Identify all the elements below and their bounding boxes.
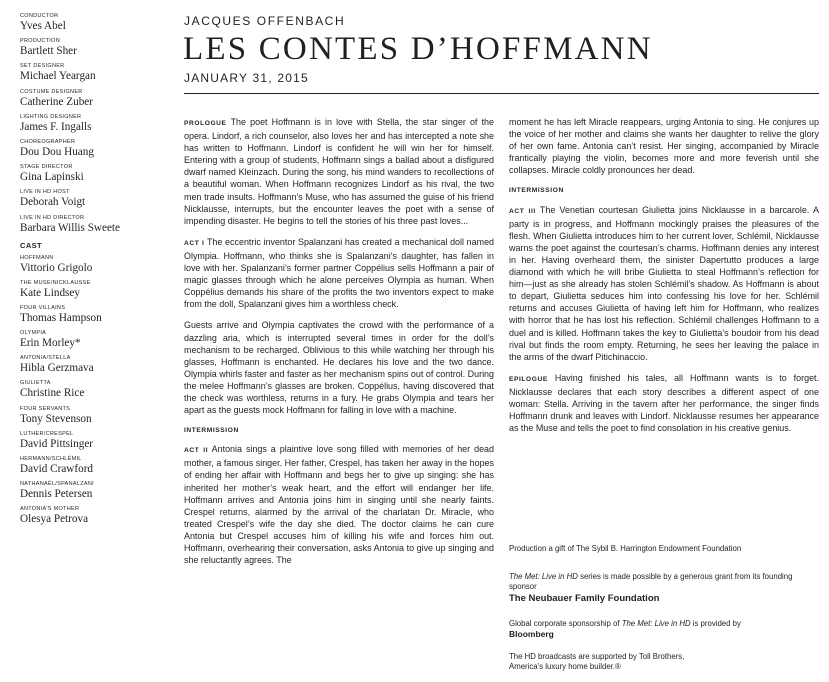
- cast-antonia: [20, 355, 170, 374]
- cast-giulietta: [20, 380, 170, 399]
- toll-line-2: America’s luxury home builder.®: [509, 662, 621, 671]
- production-gift-note: Production a gift of The Sybil B. Harrington Endowment Foundation: [509, 544, 742, 553]
- header-divider: [184, 93, 819, 94]
- act2-continued: moment he has left Miracle reappears, urging Antonia to sing. He conjures up the voice of her mother and claims she wants her daughter to relive the glory of her own fame. Antonia can’t resist. Her singing, accompanied by Miracle frantically playing the violin, becomes more and more feverish until she collapses. Miracle coldly pronounces her dead.: [509, 117, 819, 176]
- credit-lighting-designer: [20, 114, 170, 133]
- global-sponsor-text: [509, 619, 819, 629]
- hd-series-italic: The Met: Live in HD: [509, 572, 578, 581]
- credit-name: Michael Yeargan: [20, 70, 96, 83]
- credit-name: Barbara Willis Sweete: [20, 221, 120, 234]
- cast-heading: CAST: [20, 240, 43, 250]
- credits-sidebar: [20, 13, 170, 532]
- cast-villains: [20, 305, 170, 324]
- cast-name: Thomas Hampson: [20, 311, 102, 324]
- cast-role: LUTHER/CRESPEL: [20, 430, 74, 437]
- composer-name: JACQUES OFFENBACH: [184, 14, 346, 28]
- act1-text: The eccentric inventor Spalanzani has created a mechanical doll named Olympia. Hoffmann, who thinks she is Spalanzani’s daughter, has fallen in love with her. Spalanzani’s former partner Coppélius sells Hoffmann a pair of magic glasses through which he alone perceives Olympia as human. When Coppélius demands his share of the profits the two inventors expect to make from the doll, Spalanzani gives him a worthless check.: [184, 236, 495, 310]
- cast-name: Dennis Petersen: [20, 488, 93, 501]
- cast-name: Christine Rice: [20, 387, 85, 400]
- credit-role: SET DESIGNER: [20, 63, 65, 70]
- cast-spalanzani: [20, 481, 170, 500]
- credit-name: Gina Lapinski: [20, 171, 84, 184]
- credit-role: CONDUCTOR: [20, 13, 59, 19]
- act3-label: ACT III: [509, 207, 536, 215]
- synopsis-column-left: [184, 116, 494, 575]
- cast-hoffmann: [20, 255, 170, 274]
- cast-name: Hibla Gerzmava: [20, 362, 94, 375]
- cast-role: NATHANAËL/SPANALZANI: [20, 481, 94, 488]
- credit-name: Bartlett Sher: [20, 45, 77, 58]
- cast-crespel: [20, 431, 170, 450]
- cast-name: Vittorio Grigolo: [20, 261, 93, 274]
- hd-series-body: series is made possible by a generous grant from its founding sponsor: [509, 572, 793, 591]
- credit-costume-designer: [20, 89, 170, 108]
- neubauer-sponsor: The Neubauer Family Foundation: [509, 593, 660, 604]
- credit-role: LIVE IN HD DIRECTOR: [20, 214, 85, 221]
- performance-date: JANUARY 31, 2015: [184, 71, 309, 85]
- epilogue-text: Having finished his tales, all Hoffmann wants is to forget. Nicklausse declares that each story describes a different aspect of one woman: Stella. Arriving in the tavern after her performance, the singer finds Hoffmann drunk and leaves with Lindorf. Nicklausse resumes her appearance as the Muse and tells the poet to find consolation in his creative genius.: [509, 372, 820, 434]
- prologue-label: PROLOGUE: [184, 120, 227, 127]
- global-prefix: Global corporate sponsorship of: [509, 619, 622, 628]
- credit-stage-director: [20, 164, 170, 183]
- hd-series-text: [509, 572, 819, 592]
- cast-role: ANTONIA/STELLA: [20, 355, 71, 362]
- credit-conductor: [20, 13, 170, 32]
- cast-name: Tony Stevenson: [20, 412, 92, 425]
- cast-name: Erin Morley*: [20, 337, 81, 350]
- toll-line-1: The HD broadcasts are supported by Toll Brothers,: [509, 652, 685, 661]
- cast-role: HOFFMANN: [20, 254, 54, 261]
- credit-name: James F. Ingalls: [20, 120, 92, 133]
- intermission-heading: INTERMISSION: [184, 427, 239, 435]
- act1-paragraph: [184, 236, 494, 311]
- global-sponsor-note: [509, 619, 819, 639]
- cast-role: ANTONIA'S MOTHER: [20, 506, 80, 513]
- cast-role: OLYMPIA: [20, 330, 47, 337]
- credit-name: Catherine Zuber: [20, 95, 93, 108]
- epilogue-paragraph: [509, 372, 819, 434]
- prologue-text: The poet Hoffmann is in love with Stella, the star singer of the opera. Lindorf, a rich counselor, also loves her and has intercepted a note she has written to Hoffmann. Lindorf is confident he will win her for himself. Entering with a group of students, Hoffmann sings a ballad about a disfigured dwarf named Kleinzach. During the song, his mind wanders to recollections of a beautiful woman. When Hoffmann recognizes Lindorf as his rival, the two men trade insults. Hoffmann’s Muse, who has assumed the guise of his friend Nicklausse, interrupts, but the encounter leaves the poet with a sense of impending disaster. He begins to tell the stories of his three past loves...: [184, 117, 495, 226]
- epilogue-label: EPILOGUE: [509, 375, 548, 383]
- credit-name: Deborah Voigt: [20, 196, 86, 209]
- cast-role: THE MUSE/NICKLAUSSE: [20, 279, 91, 286]
- cast-olympia: [20, 330, 170, 349]
- toll-brothers-note: [509, 652, 819, 672]
- bloomberg-sponsor: Bloomberg: [509, 629, 554, 639]
- intermission-heading: INTERMISSION: [509, 187, 564, 195]
- credit-hd-host: [20, 189, 170, 208]
- cast-name: David Pittsinger: [20, 437, 94, 450]
- global-italic: The Met: Live in HD: [621, 619, 691, 628]
- credit-role: PRODUCTION: [20, 38, 60, 45]
- prologue-paragraph: [184, 116, 494, 227]
- cast-name: David Crawford: [20, 463, 94, 475]
- cast-servants: [20, 406, 170, 425]
- hd-series-note: [509, 572, 819, 605]
- cast-role: FOUR VILLAINS: [20, 304, 66, 311]
- credit-hd-director: [20, 215, 170, 234]
- cast-role: FOUR SERVANTS: [20, 405, 71, 412]
- cast-name: Olesya Petrova: [20, 513, 89, 526]
- cast-schlemil: [20, 456, 170, 475]
- synopsis-column-right: [509, 116, 819, 443]
- credit-name: Yves Abel: [20, 20, 66, 32]
- act2-text: Antonia sings a plaintive love song filled with memories of her dead mother, a famous singer. Her father, Crespel, has taken her away in the hopes of ending her affair with Hoffmann and begs her to give up singing: she has inherited her mother’s weak heart, and the effort will endanger her life. Hoffmann arrives and Antonia joins him in singing until she nearly faints. Crespel returns, alarmed by the arrival of the charlatan Dr. Miracle, who treated Crespel’s wife the day she died. The doctor claims he can cure Antonia but Crespel accuses him of killing his wife and forces him out. Hoffmann, overhearing their conversation, asks Antonia to give up singing and she reluctantly agrees. The: [184, 444, 494, 566]
- credit-production: [20, 38, 170, 57]
- credit-role: LIGHTING DESIGNER: [20, 113, 82, 120]
- act2-paragraph: [184, 443, 494, 566]
- credit-choreographer: [20, 139, 170, 158]
- act2-label: ACT II: [184, 447, 209, 455]
- credit-role: LIVE IN HD HOST: [20, 189, 70, 196]
- cast-name: Kate Lindsey: [20, 286, 80, 299]
- credit-role: STAGE DIRECTOR: [20, 164, 73, 171]
- opera-title: LES CONTES D’HOFFMANN: [183, 31, 653, 67]
- credit-set-designer: [20, 63, 170, 82]
- cast-muse: [20, 280, 170, 299]
- act1-label: ACT I: [184, 239, 205, 247]
- act3-text: The Venetian courtesan Giulietta joins Nicklausse in a barcarole. A party is in progress, and Hoffmann mockingly praises the pleasures of the flesh. When Giulietta introduces him to her current lover, Schlémil, Nicklausse warns the poet against the courtesan’s charms. Hoffmann denies any interest in her. Having overheard them, the sinister Dapertutto produces a large diamond with which he will bribe Giulietta to steal Hoffmann’s reflection for him—just as she already has stolen Schlémil’s shadow. As Hoffmann is about to depart, Giulietta seduces him into confessing his love for her. Schlémil returns and accuses Giulietta of having left him for Hoffmann, who realizes with horror that he has lost his reflection. Schlémil challenges Hoffmann to a duel and is killed. Hoffmann takes the key to Giulietta’s boudoir from his dead rival but finds the room empty. Returning, he sees her leaving the palace in the arms of the dwarf Pitichinaccio.: [509, 204, 819, 362]
- cast-role: GIULIETTA: [20, 380, 51, 387]
- credit-name: Dou Dou Huang: [20, 145, 94, 158]
- global-suffix: is provided by: [690, 619, 741, 628]
- cast-antonias-mother: [20, 506, 170, 525]
- credit-role: CHOREOGRAPHER: [20, 138, 76, 145]
- act1-paragraph-2: Guests arrive and Olympia captivates the crowd with the performance of a dazzling aria, which is interrupted several times in order for the doll’s mechanism to be recharged. Oblivious to this while watching her through his glasses, Hoffmann is enchanted. He declares his love and the two dance. Olympia whirls faster and faster as her mechanism spins out of control. During the melee Hoffmann’s glasses are broken. Coppélius, having discovered that the check was worthless, returns in a fury. He grabs Olympia and tears her apart as the guests mock Hoffmann for falling in love with a machine.: [184, 320, 494, 416]
- act3-paragraph: [509, 204, 819, 363]
- credit-role: COSTUME DESIGNER: [20, 88, 83, 95]
- cast-role: HERMANN/SCHLÉMIL: [20, 456, 82, 462]
